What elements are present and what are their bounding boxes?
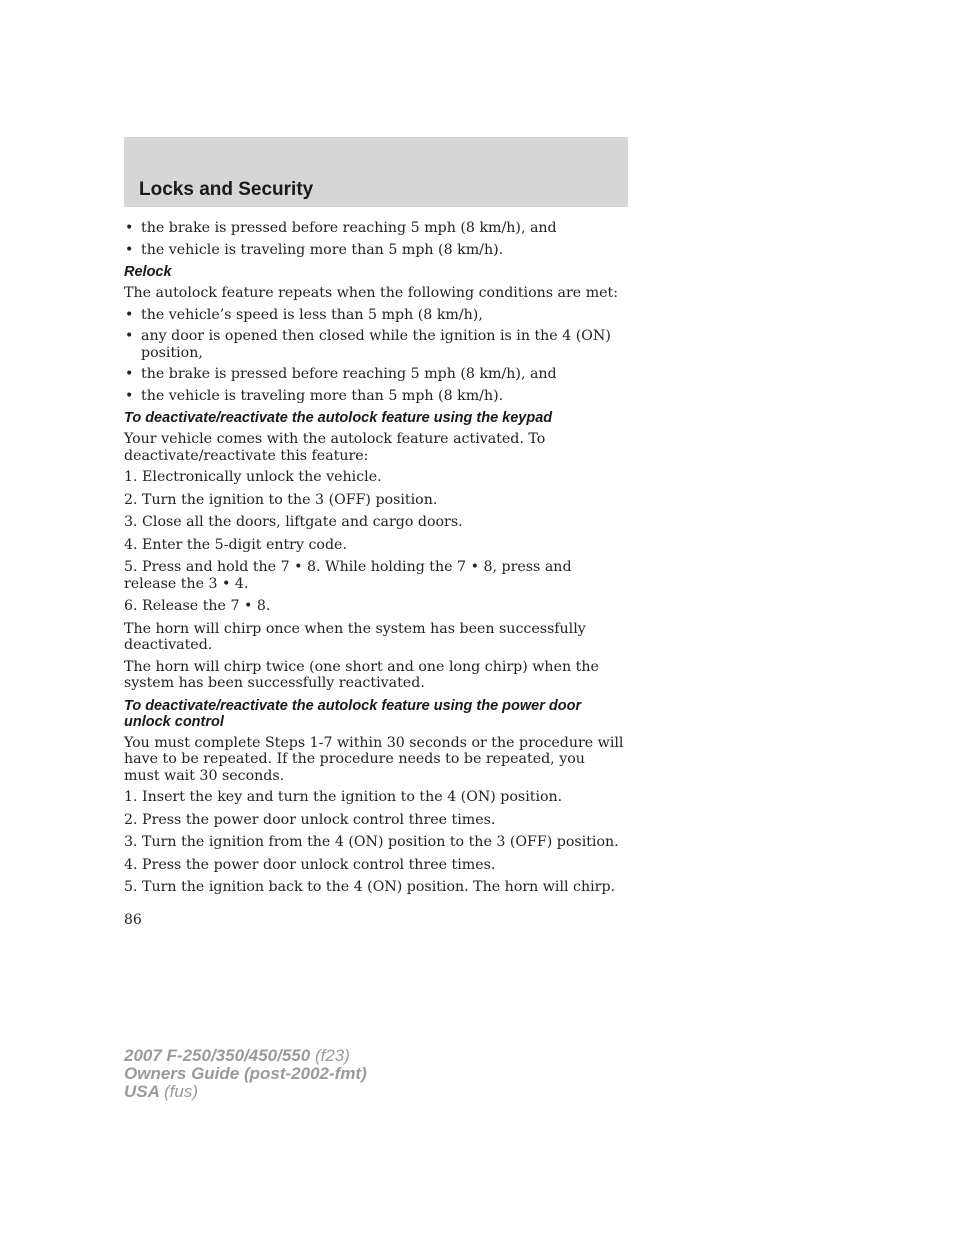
section-title: Locks and Security: [139, 179, 314, 200]
bullet-icon: •: [125, 387, 134, 404]
page-number: 86: [124, 911, 142, 928]
relock-intro: The autolock feature repeats when the following conditions are met:: [124, 285, 619, 301]
keypad-step: 1. Electronically unlock the vehicle.: [124, 469, 382, 485]
list-item: • any door is opened then closed while the ignition is in the 4 (ON) position,: [125, 328, 611, 361]
keypad-step: 2. Turn the ignition to the 3 (OFF) position.: [124, 491, 438, 508]
bullet-icon: •: [125, 220, 134, 236]
list-item: • the brake is pressed before reaching 5 mph (8 km/h), and: [125, 220, 557, 236]
keypad-intro: Your vehicle comes with the autolock feature activated. To deactivate/reactivate this feature:: [124, 431, 546, 464]
page-content: [124, 220, 624, 928]
power-door-step: 1. Insert the key and turn the ignition to the 4 (ON) position.: [124, 789, 563, 805]
bullet-icon: •: [125, 241, 134, 258]
power-door-heading: To deactivate/reactivate the autolock feature using the power door unlock control: [124, 697, 582, 730]
keypad-note-deactivated: The horn will chirp once when the system has been successfully deactivated.: [124, 620, 586, 653]
section-header-band: [124, 137, 628, 207]
bullet-icon: •: [125, 366, 134, 382]
list-item: • the vehicle’s speed is less than 5 mph (8 km/h),: [125, 306, 483, 323]
power-door-step: 3. Turn the ignition from the 4 (ON) position to the 3 (OFF) position.: [124, 834, 619, 850]
keypad-step: 3. Close all the doors, liftgate and cargo doors.: [124, 514, 463, 530]
power-door-step: 2. Press the power door unlock control three times.: [124, 811, 496, 828]
keypad-step: 6. Release the 7 • 8.: [124, 598, 271, 614]
keypad-note-reactivated: The horn will chirp twice (one short and one long chirp) when the system has been successfully reactivated.: [124, 658, 599, 691]
list-item: • the vehicle is traveling more than 5 mph (8 km/h).: [125, 241, 504, 258]
document-footer: [124, 1047, 367, 1101]
list-item: • the brake is pressed before reaching 5 mph (8 km/h), and: [125, 366, 557, 382]
relock-heading: Relock: [124, 264, 172, 280]
power-door-step: 5. Turn the ignition back to the 4 (ON) position. The horn will chirp.: [124, 879, 616, 895]
power-door-step: 4. Press the power door unlock control three times.: [124, 856, 496, 873]
keypad-step: 5. Press and hold the 7 • 8. While holding the 7 • 8, press and release the 3 • 4.: [124, 559, 572, 592]
footer-line-model: 2007 F-250/350/450/550 (f23): [124, 1046, 350, 1065]
footer-line-region: USA (fus): [124, 1082, 198, 1101]
footer-line-guide: Owners Guide (post-2002-fmt): [124, 1064, 367, 1083]
list-item: • the vehicle is traveling more than 5 mph (8 km/h).: [125, 387, 504, 404]
keypad-heading: To deactivate/reactivate the autolock feature using the keypad: [124, 410, 553, 426]
bullet-icon: •: [125, 306, 134, 323]
power-door-intro: You must complete Steps 1-7 within 30 seconds or the procedure will have to be repeated. If the procedure needs to be repeated, you must wait 30 seconds.: [124, 734, 624, 784]
bullet-icon: •: [125, 328, 134, 344]
keypad-step: 4. Enter the 5-digit entry code.: [124, 536, 347, 553]
